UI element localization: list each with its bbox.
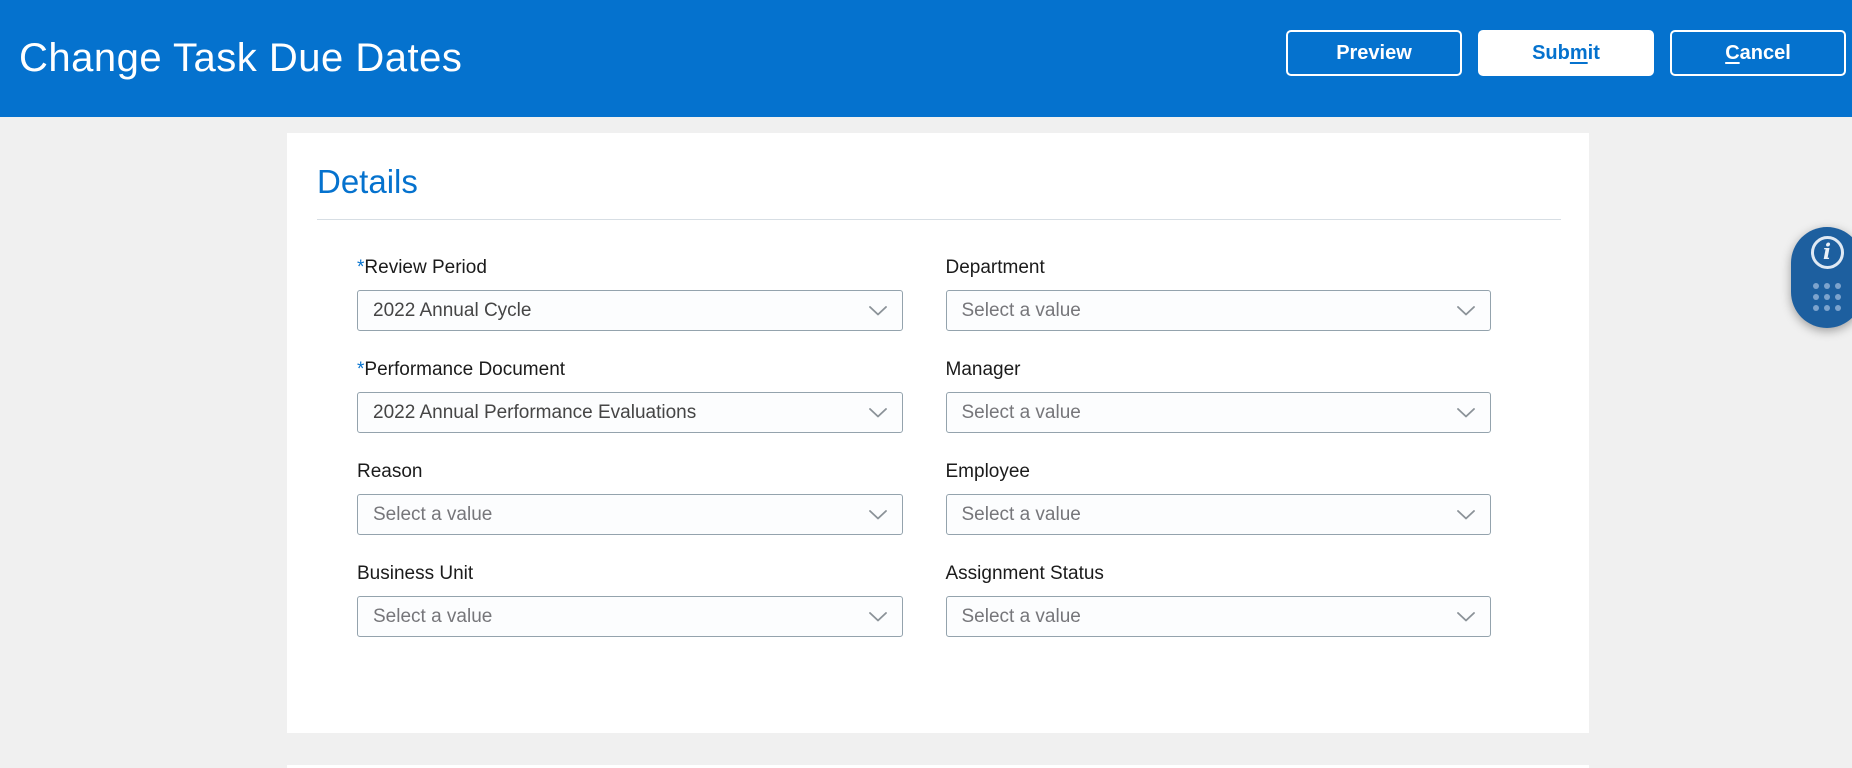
info-icon[interactable]: i xyxy=(1811,236,1844,269)
employee-select[interactable]: Select a value xyxy=(946,494,1492,535)
form-column-right xyxy=(946,257,1492,637)
manager-select[interactable]: Select a value xyxy=(946,392,1492,433)
manager-label: Manager xyxy=(945,359,1021,380)
page-title: Change Task Due Dates xyxy=(19,36,463,80)
employee-label: Employee xyxy=(945,461,1030,482)
chevron-down-icon xyxy=(1457,612,1475,622)
details-form xyxy=(357,257,1491,637)
chevron-down-icon xyxy=(869,612,887,622)
chevron-down-icon xyxy=(1457,408,1475,418)
app-header xyxy=(0,0,1852,117)
business-unit-label: Business Unit xyxy=(357,563,474,584)
business-unit-select[interactable]: Select a value xyxy=(357,596,903,637)
business-unit-field xyxy=(357,563,903,637)
assignment-status-select[interactable]: Select a value xyxy=(946,596,1492,637)
floating-toolbar[interactable] xyxy=(1791,227,1852,328)
section-divider xyxy=(317,219,1561,220)
required-asterisk: * xyxy=(357,359,365,380)
reason-label: Reason xyxy=(357,461,423,482)
performance-document-field xyxy=(357,359,903,433)
chevron-down-icon xyxy=(1457,510,1475,520)
cancel-button[interactable]: Cancel xyxy=(1670,30,1846,76)
reason-field xyxy=(357,461,903,535)
review-period-label: *Review Period xyxy=(357,257,487,278)
details-section xyxy=(287,133,1589,733)
performance-document-label: *Performance Document xyxy=(357,359,566,380)
preview-button-label: Preview xyxy=(1336,41,1412,64)
chevron-down-icon xyxy=(869,306,887,316)
performance-document-select[interactable]: 2022 Annual Performance Evaluations xyxy=(357,392,903,433)
assignment-status-label: Assignment Status xyxy=(945,563,1104,584)
review-period-field xyxy=(357,257,903,331)
reason-select[interactable]: Select a value xyxy=(357,494,903,535)
header-actions xyxy=(1286,30,1846,76)
section-title: Details xyxy=(317,163,418,200)
department-field xyxy=(946,257,1492,331)
employee-field xyxy=(946,461,1492,535)
review-period-select[interactable]: 2022 Annual Cycle xyxy=(357,290,903,331)
form-column-left xyxy=(357,257,903,637)
submit-button-label: Sub xyxy=(1532,41,1570,64)
department-select[interactable]: Select a value xyxy=(946,290,1492,331)
preview-button[interactable] xyxy=(1286,30,1462,76)
assignment-status-field xyxy=(946,563,1492,637)
department-label: Department xyxy=(945,257,1045,278)
required-asterisk: * xyxy=(357,257,365,278)
grid-dots-icon[interactable] xyxy=(1813,283,1841,311)
manager-field xyxy=(946,359,1492,433)
chevron-down-icon xyxy=(869,408,887,418)
submit-button[interactable]: Submit xyxy=(1478,30,1654,76)
chevron-down-icon xyxy=(1457,306,1475,316)
chevron-down-icon xyxy=(869,510,887,520)
